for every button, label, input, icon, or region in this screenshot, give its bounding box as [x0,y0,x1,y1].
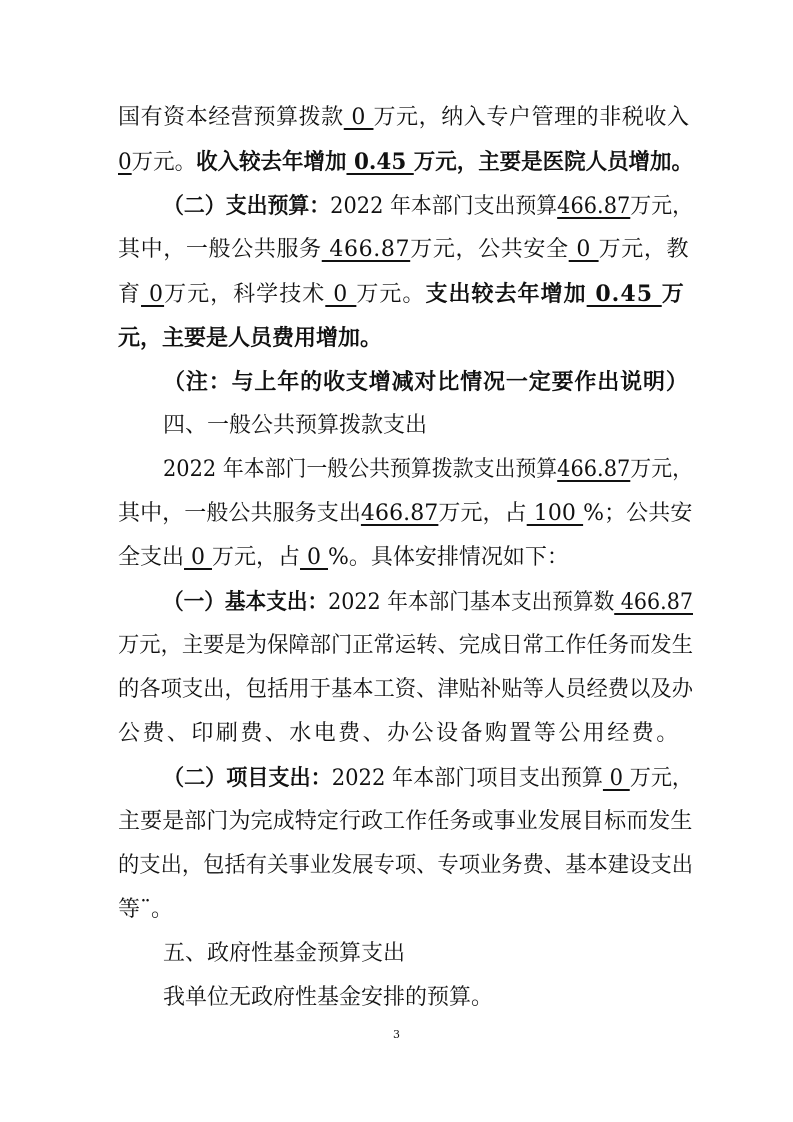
paragraph-line [10,580,793,624]
text-run: 2022 年本部门基本支出预算数 [328,590,615,615]
text-run: 万元，科学技术 [164,282,326,307]
text-run: 公费、印刷费、水电费、办公设备购置等公用经费。 [118,721,681,746]
text-run: 万元，占 [438,501,527,526]
note-text: （注：与上年的收支增减对比情况一定要作出说明） [163,369,689,395]
bold-text: 万 [661,281,685,307]
section-heading: （二）支出预算： [163,193,331,219]
paragraph-line [0,96,793,140]
text-run: 其中，一般公共服务 [118,237,322,262]
text-run: 万元。 [356,282,426,307]
paragraph-line [0,536,793,580]
heading-text: 五、政府性基金预算支出 [163,941,406,966]
paragraph-line [4,668,793,712]
bold-text: 万元，主要是医院人员增加。 [413,149,693,175]
text-run: 2022 年本部门支出预算 [330,194,558,219]
section-heading [0,404,793,448]
text-run: 其中，一般公共服务支出 [118,501,361,526]
section-heading [0,932,793,976]
text-run: 国有资本经营预算拨款 [118,105,344,130]
underlined-value: 100 [526,501,584,526]
text-run: 万元， [630,194,693,219]
page-number: 3 [393,1028,400,1041]
section-heading: （一）基本支出： [163,589,329,615]
text-run: 主要是部门为完成特定行政工作任务或事业发展目标而发生 [118,809,693,834]
paragraph-line [0,228,793,272]
text-run: 万元，占 [212,545,301,570]
text-run: 万元，公共安全 [410,237,569,262]
paragraph-line [4,624,793,668]
text-run: 万元，主要是为保障部门正常运转、完成日常工作任务而发生 [118,633,693,658]
paragraph-line [8,184,793,228]
underlined-value: 466.87 [360,501,439,526]
paragraph-line [0,272,793,316]
text-run: 全支出 [118,545,185,570]
paragraph-line [0,888,793,932]
underlined-value: 0 [602,766,630,791]
text-run: 的各项支出，包括用于基本工资、津贴补贴等人员经费以及办 [118,677,693,702]
text-run: 等¨。 [118,897,174,922]
paragraph-line [0,492,793,536]
text-run: 2022 年本部门项目支出预算 [331,766,603,791]
paragraph-line [0,976,793,1020]
underlined-value: 0.45 [586,281,662,307]
note-line [0,360,793,404]
paragraph-line [4,844,793,888]
heading-text: 四、一般公共预算拨款支出 [163,413,428,438]
paragraph-line [0,800,793,844]
paragraph-line [0,712,793,756]
bold-text: 收入较去年增加 [196,149,347,175]
bold-text: 元，主要是人员费用增加。 [118,325,383,351]
underlined-value: 0 [118,150,132,175]
underlined-value: 0 [325,282,357,307]
underlined-value: 0 [141,282,165,307]
text-run: 万元，纳入专户管理的非税收入 [373,105,690,130]
paragraph-line [0,316,793,360]
section-heading: （二）项目支出： [163,765,332,791]
text-run: 的支出，包括有关事业发展专项、专项业务费、基本建设支出 [118,853,693,878]
text-run: 万元。 [131,150,197,175]
underlined-value: 466.87 [321,237,411,262]
paragraph-line [8,448,793,492]
paragraph-line [3,140,793,184]
text-run: %。具体安排情况如下： [328,545,569,570]
underlined-value: 466.87 [557,194,631,219]
text-run: 我单位无政府性基金安排的预算。 [163,985,494,1010]
text-run: %；公共安 [583,501,693,526]
underlined-value: 0 [343,105,374,130]
text-run: 万元， [630,457,693,482]
text-run: 万元， [629,766,693,791]
paragraph-line [7,756,793,800]
text-run: 万元，教 [598,237,690,262]
underlined-value: 466.87 [557,457,631,482]
underlined-value: 0.45 [346,149,414,175]
underlined-value: 0 [300,545,328,570]
underlined-value: 0 [568,237,599,262]
bold-text: 支出较去年增加 [425,281,587,307]
underlined-value: 0 [184,545,212,570]
text-run: 育 [118,282,142,307]
text-run: 2022 年本部门一般公共预算拨款支出预算 [163,457,558,482]
underlined-value: 466.87 [614,590,693,615]
